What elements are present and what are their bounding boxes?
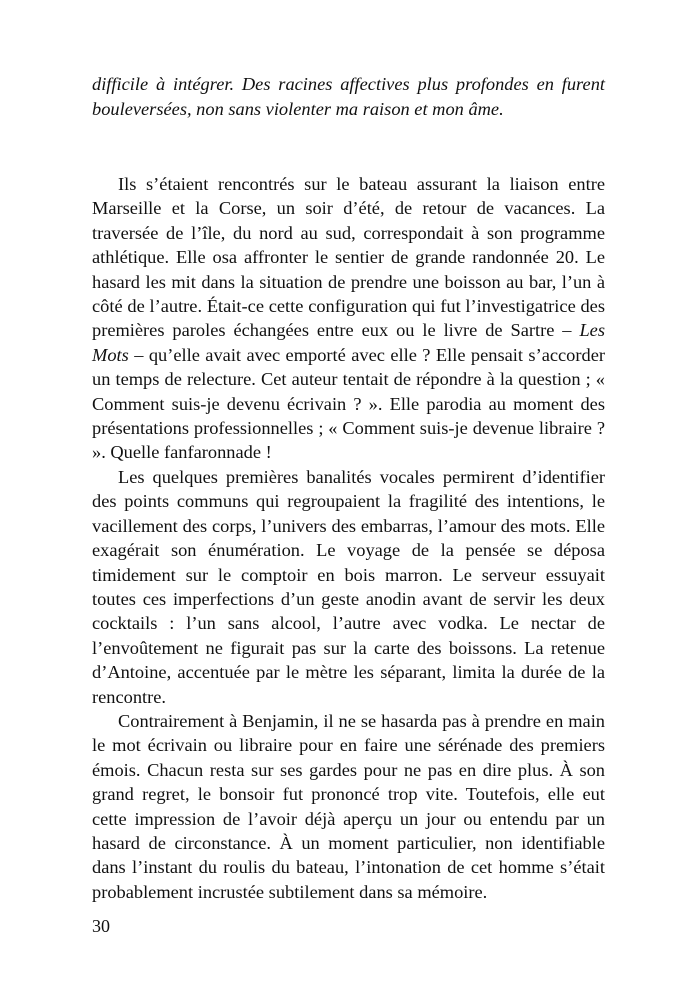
main-text — [92, 172, 605, 904]
book-title-les-mots: Les Mots — [92, 320, 605, 365]
paragraph-2: Les quelques premières banalités vocales permirent d’identifier des points communs qui regroupaient la fragilité des intentions, le vacillement des corps, l’univers des embarras, l’amour des mots. Elle exagérait son énumération. Le voyage de la pensée se déposa timidement sur le comptoir en bois marron. Le serveur essuyait toutes ces imperfections d’un geste anodin avant de servir les deux cocktails : l’un sans alcool, l’autre avec vodka. Le nectar de l’envoûtement ne figurait pas sur la carte des boissons. La retenue d’Antoine, accentuée par le mètre les séparant, limita la durée de la rencontre. — [92, 466, 605, 707]
paragraph-3: Contrairement à Benjamin, il ne se hasarda pas à prendre en main le mot écrivain ou libraire pour en faire une sérénade des premiers émois. Chacun resta sur ses gardes pour ne pas en dire plus. À son grand regret, le bonsoir fut prononcé trop vite. Toutefois, elle eut cette impression de l’avoir déjà aperçu un jour ou entendu par un hasard de circonstance. À un moment particulier, non identifiable dans l’instant du roulis du bateau, l’intonation de cet homme s’était probablement incrustée subtilement dans sa mémoire. — [92, 710, 605, 902]
page-number: 30 — [92, 916, 110, 936]
italic-epigraph: difficile à intégrer. Des racines affectives plus profondes en furent bouleversées, non sans violenter ma raison et mon âme. — [92, 74, 605, 119]
paragraph-1-part-1: Ils s’étaient rencontrés sur le bateau assurant la liaison entre Marseille et la Corse, un soir d’été, de retour de vacances. La traversée de l’île, du nord au sud, correspondait à son programme athlétique. Elle osa affronter le sentier de grande randonnée 20. Le hasard les mit dans la situation de prendre une boisson au bar, l’un à côté de l’autre. Était-ce cette configuration qui fut l’investigatrice des premières paroles échangées entre eux ou le livre de Sartre – — [92, 174, 605, 341]
paragraph-1 — [92, 172, 605, 465]
paragraph-1-part-2: – qu’elle avait avec emporté avec elle ? Elle pensait s’accorder un temps de relecture. Cet auteur tentait de répondre à la question ; « Comment suis-je devenu écrivain ? ». Elle parodia au moment des présentations professionnelles ; « Comment suis-je devenue libraire ? ». Quelle fanfaronnade ! — [92, 344, 605, 463]
